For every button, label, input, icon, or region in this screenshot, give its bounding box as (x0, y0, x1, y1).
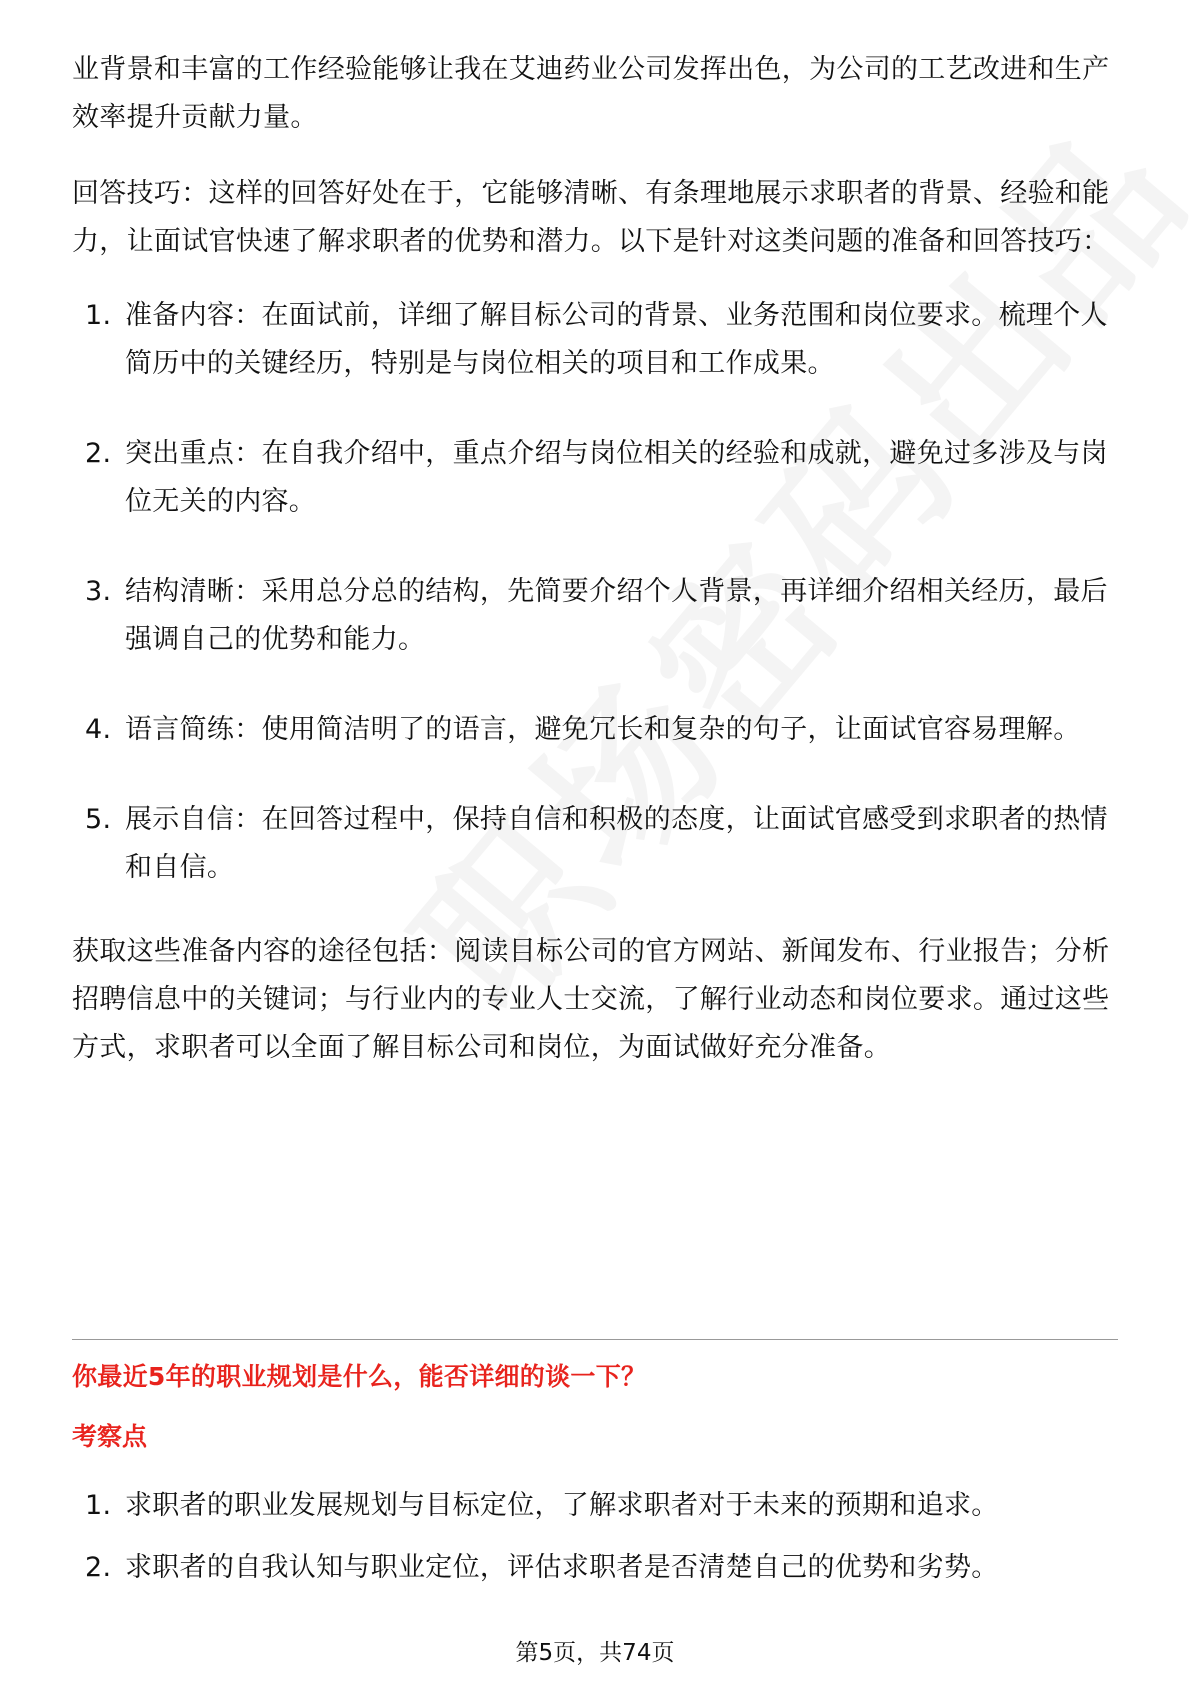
list-number: 1. (85, 1490, 112, 1521)
list-item (72, 1544, 1118, 1592)
tips-intro: 回答技巧：这样的回答好处在于，它能够清晰、有条理地展示求职者的背景、经验和能力，让面试官快速了解求职者的优势和潜力。以下是针对这类问题的准备和回答技巧： (72, 178, 1110, 257)
list-text: 求职者的自我认知与职业定位，评估求职者是否清楚自己的优势和劣势。 (125, 1552, 999, 1583)
list-item (72, 430, 1118, 526)
list-text: 语言简练：使用简洁明了的语言，避免冗长和复杂的句子，让面试官容易理解。 (125, 714, 1081, 745)
list-number: 2. (85, 438, 112, 469)
list-number: 5. (85, 804, 112, 835)
section-divider (72, 1339, 1118, 1340)
page-number: 第5页，共74页 (515, 1640, 675, 1666)
list-text: 展示自信：在回答过程中，保持自信和积极的态度，让面试官感受到求职者的热情和自信。 (125, 804, 1108, 883)
steps-list (72, 292, 1118, 892)
intro-continuation: 业背景和丰富的工作经验能够让我在艾迪药业公司发挥出色，为公司的工艺改进和生产效率提升贡献力量。 (72, 54, 1110, 133)
document-body (72, 46, 1118, 1098)
list-item (72, 568, 1118, 664)
list-text: 准备内容：在面试前，详细了解目标公司的背景、业务范围和岗位要求。梳理个人简历中的关键经历，特别是与岗位相关的项目和工作成果。 (125, 300, 1108, 379)
section-subheading: 考察点 (72, 1422, 148, 1451)
sources-paragraph: 获取这些准备内容的途径包括：阅读目标公司的官方网站、新闻发布、行业报告；分析招聘信息中的关键词；与行业内的专业人士交流，了解行业动态和岗位要求。通过这些方式，求职者可以全面了解目标公司和岗位，为面试做好充分准备。 (72, 936, 1110, 1063)
list-text: 求职者的职业发展规划与目标定位，了解求职者对于未来的预期和追求。 (125, 1490, 999, 1521)
question-title: 你最近5年的职业规划是什么，能否详细的谈一下？ (72, 1362, 647, 1391)
list-text: 突出重点：在自我介绍中，重点介绍与岗位相关的经验和成就，避免过多涉及与岗位无关的内容。 (125, 438, 1108, 517)
list-item (72, 292, 1118, 388)
list-number: 3. (85, 576, 112, 607)
points-list (72, 1482, 1118, 1606)
list-text: 结构清晰：采用总分总的结构，先简要介绍个人背景，再详细介绍相关经历，最后强调自己的优势和能力。 (125, 576, 1108, 655)
list-number: 1. (85, 300, 112, 331)
list-item (72, 796, 1118, 892)
list-number: 2. (85, 1552, 112, 1583)
list-number: 4. (85, 714, 112, 745)
list-item (72, 1482, 1118, 1530)
list-item (72, 706, 1118, 754)
